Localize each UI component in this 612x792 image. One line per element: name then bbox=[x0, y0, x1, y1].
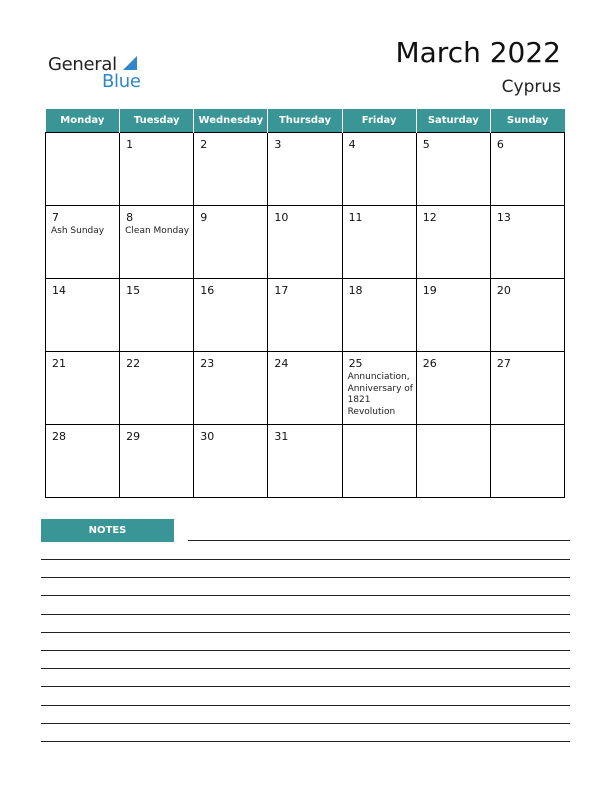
weekday-header: Monday bbox=[46, 109, 120, 133]
day-number: 30 bbox=[200, 430, 215, 443]
day-number: 5 bbox=[422, 138, 430, 151]
calendar-day-cell bbox=[342, 352, 416, 425]
day-number: 12 bbox=[422, 211, 437, 224]
calendar-day-cell bbox=[416, 206, 490, 279]
calendar-day-cell bbox=[46, 279, 120, 352]
notes-line bbox=[41, 723, 570, 724]
day-number: 14 bbox=[52, 284, 66, 297]
notes-line bbox=[41, 668, 570, 669]
logo-text-blue: Blue bbox=[102, 71, 141, 92]
day-number: 22 bbox=[126, 357, 141, 370]
calendar-day-cell bbox=[268, 352, 342, 425]
day-number: 29 bbox=[126, 430, 141, 443]
day-number: 18 bbox=[348, 284, 363, 297]
calendar-day-cell bbox=[120, 279, 194, 352]
calendar-day-cell bbox=[342, 206, 416, 279]
calendar-day-cell bbox=[342, 425, 416, 498]
logo-text-general: General bbox=[48, 54, 117, 75]
notes-line bbox=[41, 614, 570, 615]
calendar-day-cell bbox=[194, 133, 268, 206]
day-number: 7 bbox=[52, 211, 59, 224]
day-number: 26 bbox=[422, 357, 437, 370]
calendar-day-cell bbox=[120, 206, 194, 279]
day-number: 13 bbox=[496, 211, 511, 224]
notes-line bbox=[41, 741, 570, 742]
holiday-label: Annunciation, Anniversary of 1821 Revolution bbox=[347, 372, 413, 417]
day-number: 4 bbox=[348, 138, 356, 151]
day-number: 15 bbox=[126, 284, 141, 297]
notes-line bbox=[41, 595, 570, 596]
weekday-header: Thursday bbox=[268, 109, 342, 133]
calendar-day-cell bbox=[268, 425, 342, 498]
calendar-day-cell bbox=[46, 425, 120, 498]
day-number: 25 bbox=[348, 357, 363, 370]
notes-line bbox=[41, 632, 570, 633]
notes-line bbox=[41, 686, 570, 687]
calendar-day-cell bbox=[416, 352, 490, 425]
day-number: 20 bbox=[496, 284, 511, 297]
calendar-day-cell bbox=[46, 352, 120, 425]
holiday-label: Clean Monday bbox=[125, 226, 190, 236]
calendar-day-cell bbox=[416, 425, 490, 498]
calendar-week-row bbox=[46, 425, 565, 498]
notes-line bbox=[41, 705, 570, 706]
notes-line bbox=[41, 577, 570, 578]
day-number: 11 bbox=[348, 211, 363, 224]
weekday-header: Sunday bbox=[490, 109, 564, 133]
calendar-week-row bbox=[46, 352, 565, 425]
day-number: 19 bbox=[422, 284, 437, 297]
page-title: March 2022 bbox=[395, 36, 561, 69]
calendar-day-cell bbox=[120, 133, 194, 206]
day-number: 21 bbox=[52, 357, 66, 370]
calendar-day-cell bbox=[194, 352, 268, 425]
calendar-day-cell bbox=[194, 206, 268, 279]
calendar-day-cell bbox=[46, 206, 120, 279]
day-number: 16 bbox=[200, 284, 215, 297]
weekday-header: Tuesday bbox=[120, 109, 194, 133]
day-number: 31 bbox=[274, 430, 289, 443]
day-number: 17 bbox=[274, 284, 289, 297]
day-number: 3 bbox=[274, 138, 282, 151]
calendar-day-cell bbox=[194, 279, 268, 352]
calendar-day-cell bbox=[490, 206, 564, 279]
calendar-day-cell bbox=[490, 279, 564, 352]
calendar-day-cell bbox=[120, 352, 194, 425]
calendar-grid bbox=[45, 109, 565, 498]
day-number: 28 bbox=[52, 430, 66, 443]
notes-label: NOTES bbox=[41, 519, 174, 542]
notes-line bbox=[188, 540, 570, 541]
calendar-day-cell bbox=[46, 133, 120, 206]
weekday-header-row bbox=[46, 109, 565, 133]
country-name: Cyprus bbox=[501, 77, 561, 97]
day-number: 1 bbox=[126, 138, 134, 151]
weekday-header: Wednesday bbox=[194, 109, 268, 133]
calendar-day-cell bbox=[120, 425, 194, 498]
calendar-week-row bbox=[46, 133, 565, 206]
generalblue-logo bbox=[48, 52, 148, 92]
calendar-day-cell bbox=[416, 133, 490, 206]
calendar-day-cell bbox=[268, 279, 342, 352]
day-number: 10 bbox=[274, 211, 289, 224]
calendar-week-row bbox=[46, 206, 565, 279]
day-number: 24 bbox=[274, 357, 289, 370]
notes-line bbox=[41, 650, 570, 651]
day-number: 23 bbox=[200, 357, 215, 370]
calendar-day-cell bbox=[490, 425, 564, 498]
calendar-day-cell bbox=[342, 279, 416, 352]
calendar-day-cell bbox=[490, 133, 564, 206]
calendar-day-cell bbox=[268, 133, 342, 206]
day-number: 27 bbox=[496, 357, 511, 370]
calendar-day-cell bbox=[194, 425, 268, 498]
calendar-day-cell bbox=[268, 206, 342, 279]
calendar-day-cell bbox=[342, 133, 416, 206]
day-number: 8 bbox=[126, 211, 134, 224]
calendar-day-cell bbox=[490, 352, 564, 425]
day-number: 9 bbox=[200, 211, 208, 224]
logo-triangle-icon bbox=[121, 54, 139, 72]
holiday-label: Ash Sunday bbox=[51, 226, 105, 236]
calendar-day-cell bbox=[416, 279, 490, 352]
calendar-week-row bbox=[46, 279, 565, 352]
day-number: 2 bbox=[200, 138, 208, 151]
weekday-header: Friday bbox=[342, 109, 416, 133]
notes-line bbox=[41, 559, 570, 560]
day-number: 6 bbox=[496, 138, 504, 151]
weekday-header: Saturday bbox=[416, 109, 490, 133]
